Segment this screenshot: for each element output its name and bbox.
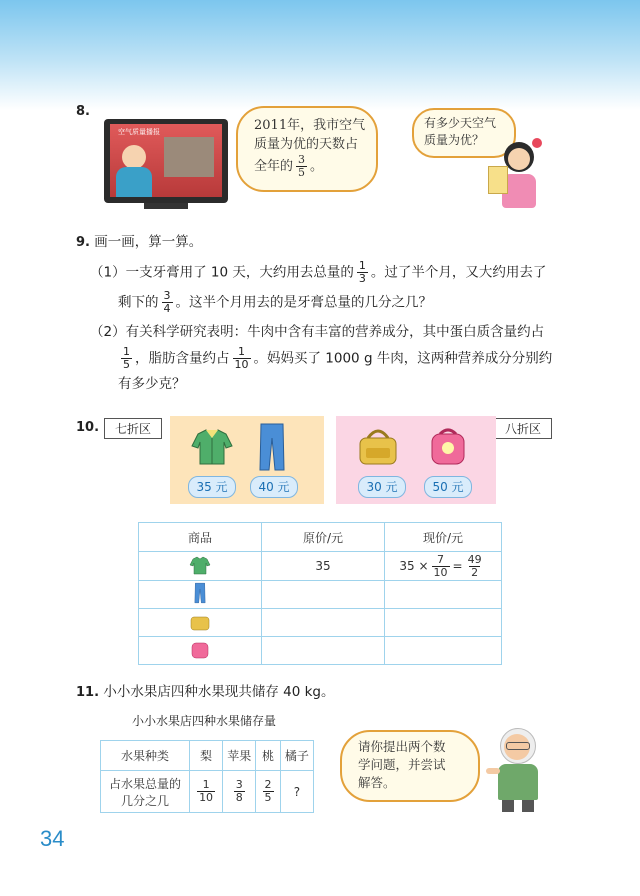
bag-icon xyxy=(356,426,400,466)
cell-orig-price: 35 xyxy=(262,552,385,581)
frac-den: 5 xyxy=(264,791,272,804)
zone-label-80-percent: 八折区 xyxy=(494,418,552,439)
cell-orange-unknown: ? xyxy=(280,771,313,813)
girl-illustration xyxy=(484,136,554,216)
frac-num: 1 xyxy=(238,345,245,358)
cell-apple-fraction xyxy=(223,771,256,813)
bubble-line: 请你提出两个数 xyxy=(358,739,446,754)
row-jacket-icon xyxy=(139,552,262,581)
bubble-line: 2011年，我市空气 xyxy=(254,118,366,133)
part-label: （1） xyxy=(90,264,126,281)
speech-bubble-news xyxy=(236,106,378,192)
bubble-text: 全年的 xyxy=(254,159,294,174)
frac-num: 49 xyxy=(467,552,482,566)
price-tag-pants: 40 元 xyxy=(250,476,298,498)
cell-now-price xyxy=(385,552,502,581)
frac-num: 7 xyxy=(437,552,445,566)
speech-bubble-grandpa xyxy=(340,730,480,802)
empty-cell[interactable] xyxy=(262,609,385,637)
question-11-title: 小小水果店四种水果现共储存 40 kg。 xyxy=(103,684,335,700)
cell-peach-fraction xyxy=(256,771,281,813)
empty-cell[interactable] xyxy=(385,637,502,665)
bubble-line: 质量为优的天数占 xyxy=(254,137,359,152)
fruit-table xyxy=(100,740,314,813)
question-number-10: 10. xyxy=(76,420,100,435)
header-fruit-type: 水果种类 xyxy=(101,741,190,771)
text: 。过了半个月，又大约用去了 xyxy=(370,264,547,281)
q9-part2-line2 xyxy=(118,346,552,371)
q9-part2-line1 xyxy=(90,322,544,342)
frac-num: 2 xyxy=(264,778,272,791)
frac-den: 3 xyxy=(358,272,366,285)
text: ，脂肪含量约占 xyxy=(135,350,230,367)
price-tag-backpack: 50 元 xyxy=(424,476,472,498)
header-band xyxy=(0,0,640,110)
bubble-line: 学问题，并尝试 xyxy=(358,757,446,772)
header-now-price: 现价/元 xyxy=(385,523,502,552)
empty-cell[interactable] xyxy=(262,637,385,665)
text: 。这半个月用去的是牙膏总量的几分之几？ xyxy=(175,294,432,311)
page-number: 34 xyxy=(40,826,65,851)
tv-banner: 空气质量播报 xyxy=(118,128,160,136)
price-tag-jacket: 35 元 xyxy=(188,476,236,498)
row-pants-icon xyxy=(139,581,262,609)
frac-num: 1 xyxy=(123,345,130,358)
frac-num: 1 xyxy=(358,259,366,272)
zone-label-70-percent: 七折区 xyxy=(104,418,162,439)
backpack-icon xyxy=(428,426,468,466)
header-peach: 桃 xyxy=(256,741,281,771)
frac-num: 3 xyxy=(163,289,171,302)
header-item: 商品 xyxy=(139,523,262,552)
frac-den: 5 xyxy=(298,166,306,179)
cell-pear-fraction xyxy=(190,771,223,813)
calc-text: 35 × xyxy=(399,558,429,573)
question-number-8: 8. xyxy=(76,104,90,119)
bubble-text: 。 xyxy=(310,159,324,174)
calc-text: = xyxy=(452,558,463,573)
frac-den: 4 xyxy=(163,302,171,315)
frac-num: 3 xyxy=(235,778,243,791)
header-pear: 梨 xyxy=(190,741,223,771)
question-number-11: 11. xyxy=(76,685,100,700)
empty-cell[interactable] xyxy=(385,609,502,637)
frac-num: 1 xyxy=(202,778,210,791)
question-number-9: 9. xyxy=(76,235,90,250)
price-tag-bag: 30 元 xyxy=(358,476,406,498)
price-table xyxy=(138,522,502,665)
label-line: 几分之几 xyxy=(120,793,169,808)
empty-cell[interactable] xyxy=(385,581,502,609)
part-label: （2） xyxy=(90,324,126,340)
frac-num: 3 xyxy=(298,153,306,166)
bubble-line: 有多少天空气 xyxy=(424,116,497,130)
frac-den: 2 xyxy=(471,565,479,579)
text: 一支牙膏用了 10 天，大约用去总量的 xyxy=(125,264,354,281)
row-bag-icon xyxy=(139,609,262,637)
text: 。妈妈买了 1000 g 牛肉，这两种营养成分分别约 xyxy=(253,350,553,367)
frac-den: 5 xyxy=(123,358,130,371)
bubble-line: 质量为优？ xyxy=(424,133,485,147)
question-9-title: 画一画，算一算。 xyxy=(94,234,203,250)
text: 有关科学研究表明：牛肉中含有丰富的营养成分，其中蛋白质含量约占 xyxy=(125,324,545,340)
bubble-line: 解答。 xyxy=(358,775,396,790)
frac-den: 10 xyxy=(234,358,249,371)
jacket-icon xyxy=(190,424,234,468)
frac-den: 10 xyxy=(433,565,448,579)
question-9-heading xyxy=(76,232,202,253)
frac-den: 10 xyxy=(199,791,214,804)
q9-part2-line3: 有多少克？ xyxy=(118,376,186,392)
empty-cell[interactable] xyxy=(262,581,385,609)
header-orange: 橘子 xyxy=(280,741,313,771)
q9-part1-line1 xyxy=(90,260,546,285)
tv-illustration xyxy=(104,119,228,211)
row-backpack-icon xyxy=(139,637,262,665)
fruit-table-title: 小小水果店四种水果储存量 xyxy=(132,714,277,728)
text: 剩下的 xyxy=(118,294,159,311)
row-label-fraction xyxy=(101,771,190,813)
header-orig-price: 原价/元 xyxy=(262,523,385,552)
pants-icon xyxy=(258,422,286,472)
question-11-heading xyxy=(76,682,334,703)
label-line: 占水果总量的 xyxy=(108,776,181,791)
frac-den: 8 xyxy=(235,791,243,804)
q9-part1-line2 xyxy=(118,290,432,315)
header-apple: 苹果 xyxy=(223,741,256,771)
grandpa-illustration xyxy=(486,724,550,814)
